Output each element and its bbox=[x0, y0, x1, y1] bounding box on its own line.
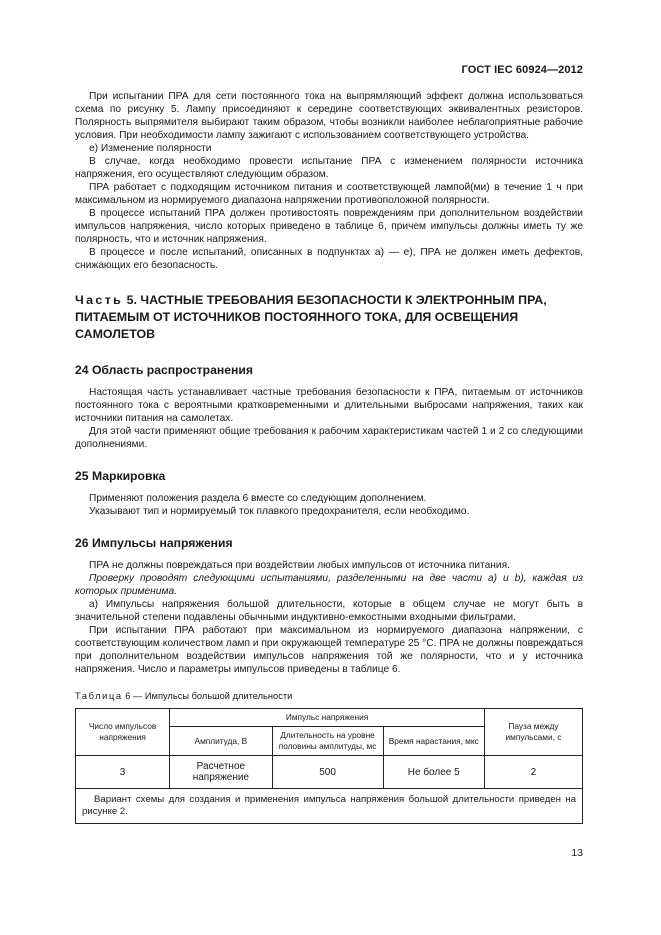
table-note-text: Вариант схемы для создания и применения импульса напряжения большой длительности приведен на рисунке 2. bbox=[82, 794, 576, 817]
header-duration: Длительность на уровне половины амплитуды, мс bbox=[272, 727, 383, 756]
intro-paragraph-1: При испытании ПРА для сети постоянного тока на выпрямляющий эффект должна использоваться схема по рисунку 5. Лампу присоединяют к середине соответствующих эквивалентных резисторов. Полярность выпрямителя выбирают таким образом, чтобы возникли наиболее неблагоприятные рабочие условия. При необходимости лампу зажигают с использованием соответствующего устройства. bbox=[75, 91, 583, 141]
section-24-paragraph-1: Настоящая часть устанавливает частные требования безопасности к ПРА, питаемым от источников постоянного тока с вероятными кратковременными и длительными выбросами напряжения, таких как источники питания на самолетах. bbox=[75, 387, 583, 424]
table-6 bbox=[75, 708, 583, 824]
cell-duration: 500 bbox=[272, 756, 383, 789]
part-label: Часть bbox=[75, 293, 124, 307]
section-26-paragraph-1: ПРА не должны повреждаться при воздействии любых импульсов от источника питания. bbox=[89, 560, 510, 571]
table-caption-label: Таблица bbox=[75, 691, 123, 701]
document-header: ГОСТ IEC 60924—2012 bbox=[461, 64, 583, 76]
header-pause: Пауза между импульсами, с bbox=[484, 709, 582, 756]
section-25-heading: 25 Маркировка bbox=[75, 469, 166, 483]
intro-paragraph-4: ПРА работает с подходящим источником питания и соответствующей лампой(ми) в течение 1 ч при максимальном из нормируемого диапазона напряжении противоположной полярности. bbox=[75, 182, 583, 206]
table-caption-text: 6 — Импульсы большой длительности bbox=[122, 691, 293, 701]
cell-rise-time: Не более 5 bbox=[383, 756, 484, 789]
cell-pause: 2 bbox=[484, 756, 582, 789]
section-26-heading: 26 Импульсы напряжения bbox=[75, 536, 233, 550]
intro-paragraph-3: В случае, когда необходимо провести испытание ПРА с изменением полярности источника напряжения, его осуществляют следующим образом. bbox=[75, 156, 583, 180]
table-header-row bbox=[76, 709, 583, 727]
cell-amplitude: Расчетное напряжение bbox=[170, 756, 272, 789]
section-24-paragraph-2: Для этой части применяют общие требования к рабочим характеристикам частей 1 и 2 со следующими дополнениями. bbox=[75, 426, 583, 450]
cell-pulse-count: 3 bbox=[76, 756, 170, 789]
header-amplitude: Амплитуда, В bbox=[170, 727, 272, 756]
table-note bbox=[76, 789, 583, 824]
section-26-test-note: Проверку проводят следующими испытаниями, разделенными на две части a) и b), каждая из которых применима. bbox=[75, 573, 583, 597]
section-26-item-a: а) Импульсы напряжения большой длительности, которые в общем случае не могут быть в значительной степени подавлены обычными индуктивно-емкостными входными фильтрами. bbox=[75, 599, 583, 623]
intro-item-e: е) Изменение полярности bbox=[89, 143, 212, 154]
section-26-paragraph-4: При испытании ПРА работают при максимальном из нормируемого диапазона напряжении, с соответствующим количеством ламп и при окружающей температуре 25 °С. ПРА не должны повреждаться при дополнительном воздействии импульсов напряжения той же полярности, что и у источника напряжения. Число и параметры импульсов приведены в таблице 6. bbox=[75, 625, 583, 675]
table-6-caption bbox=[75, 690, 583, 702]
header-voltage-pulse: Импульс напряжения bbox=[170, 709, 485, 727]
intro-paragraph-6: В процессе и после испытаний, описанных в подпунктах а) — е), ПРА не должен иметь дефектов, снижающих его безопасность. bbox=[75, 247, 583, 271]
table-row bbox=[76, 756, 583, 789]
part-title-text: 5. ЧАСТНЫЕ ТРЕБОВАНИЯ БЕЗОПАСНОСТИ К ЭЛЕКТРОННЫМ ПРА, ПИТАЕМЫМ ОТ ИСТОЧНИКОВ ПОСТОЯННОГО ТОКА, ДЛЯ ОСВЕЩЕНИЯ САМОЛЕТОВ bbox=[75, 293, 547, 341]
section-24-heading: 24 Область распространения bbox=[75, 363, 253, 377]
header-rise-time: Время нарастания, мкс bbox=[383, 727, 484, 756]
page-content bbox=[75, 90, 583, 824]
header-pulse-count: Число импульсов напряжения bbox=[76, 709, 170, 756]
page-number: 13 bbox=[571, 847, 583, 859]
part-5-title bbox=[75, 292, 583, 343]
section-25-paragraph-2: Указывают тип и нормируемый ток плавкого предохранителя, если необходимо. bbox=[89, 506, 470, 517]
section-25-paragraph-1: Применяют положения раздела 6 вместе со следующим дополнением. bbox=[89, 493, 427, 504]
intro-paragraph-5: В процессе испытаний ПРА должен противостоять повреждениям при дополнительном воздействии импульсов напряжения, число которых приведено в таблице 6, причем импульсы должны иметь ту же полярность, что и источник напряжения. bbox=[75, 208, 583, 245]
table-note-row bbox=[76, 789, 583, 824]
